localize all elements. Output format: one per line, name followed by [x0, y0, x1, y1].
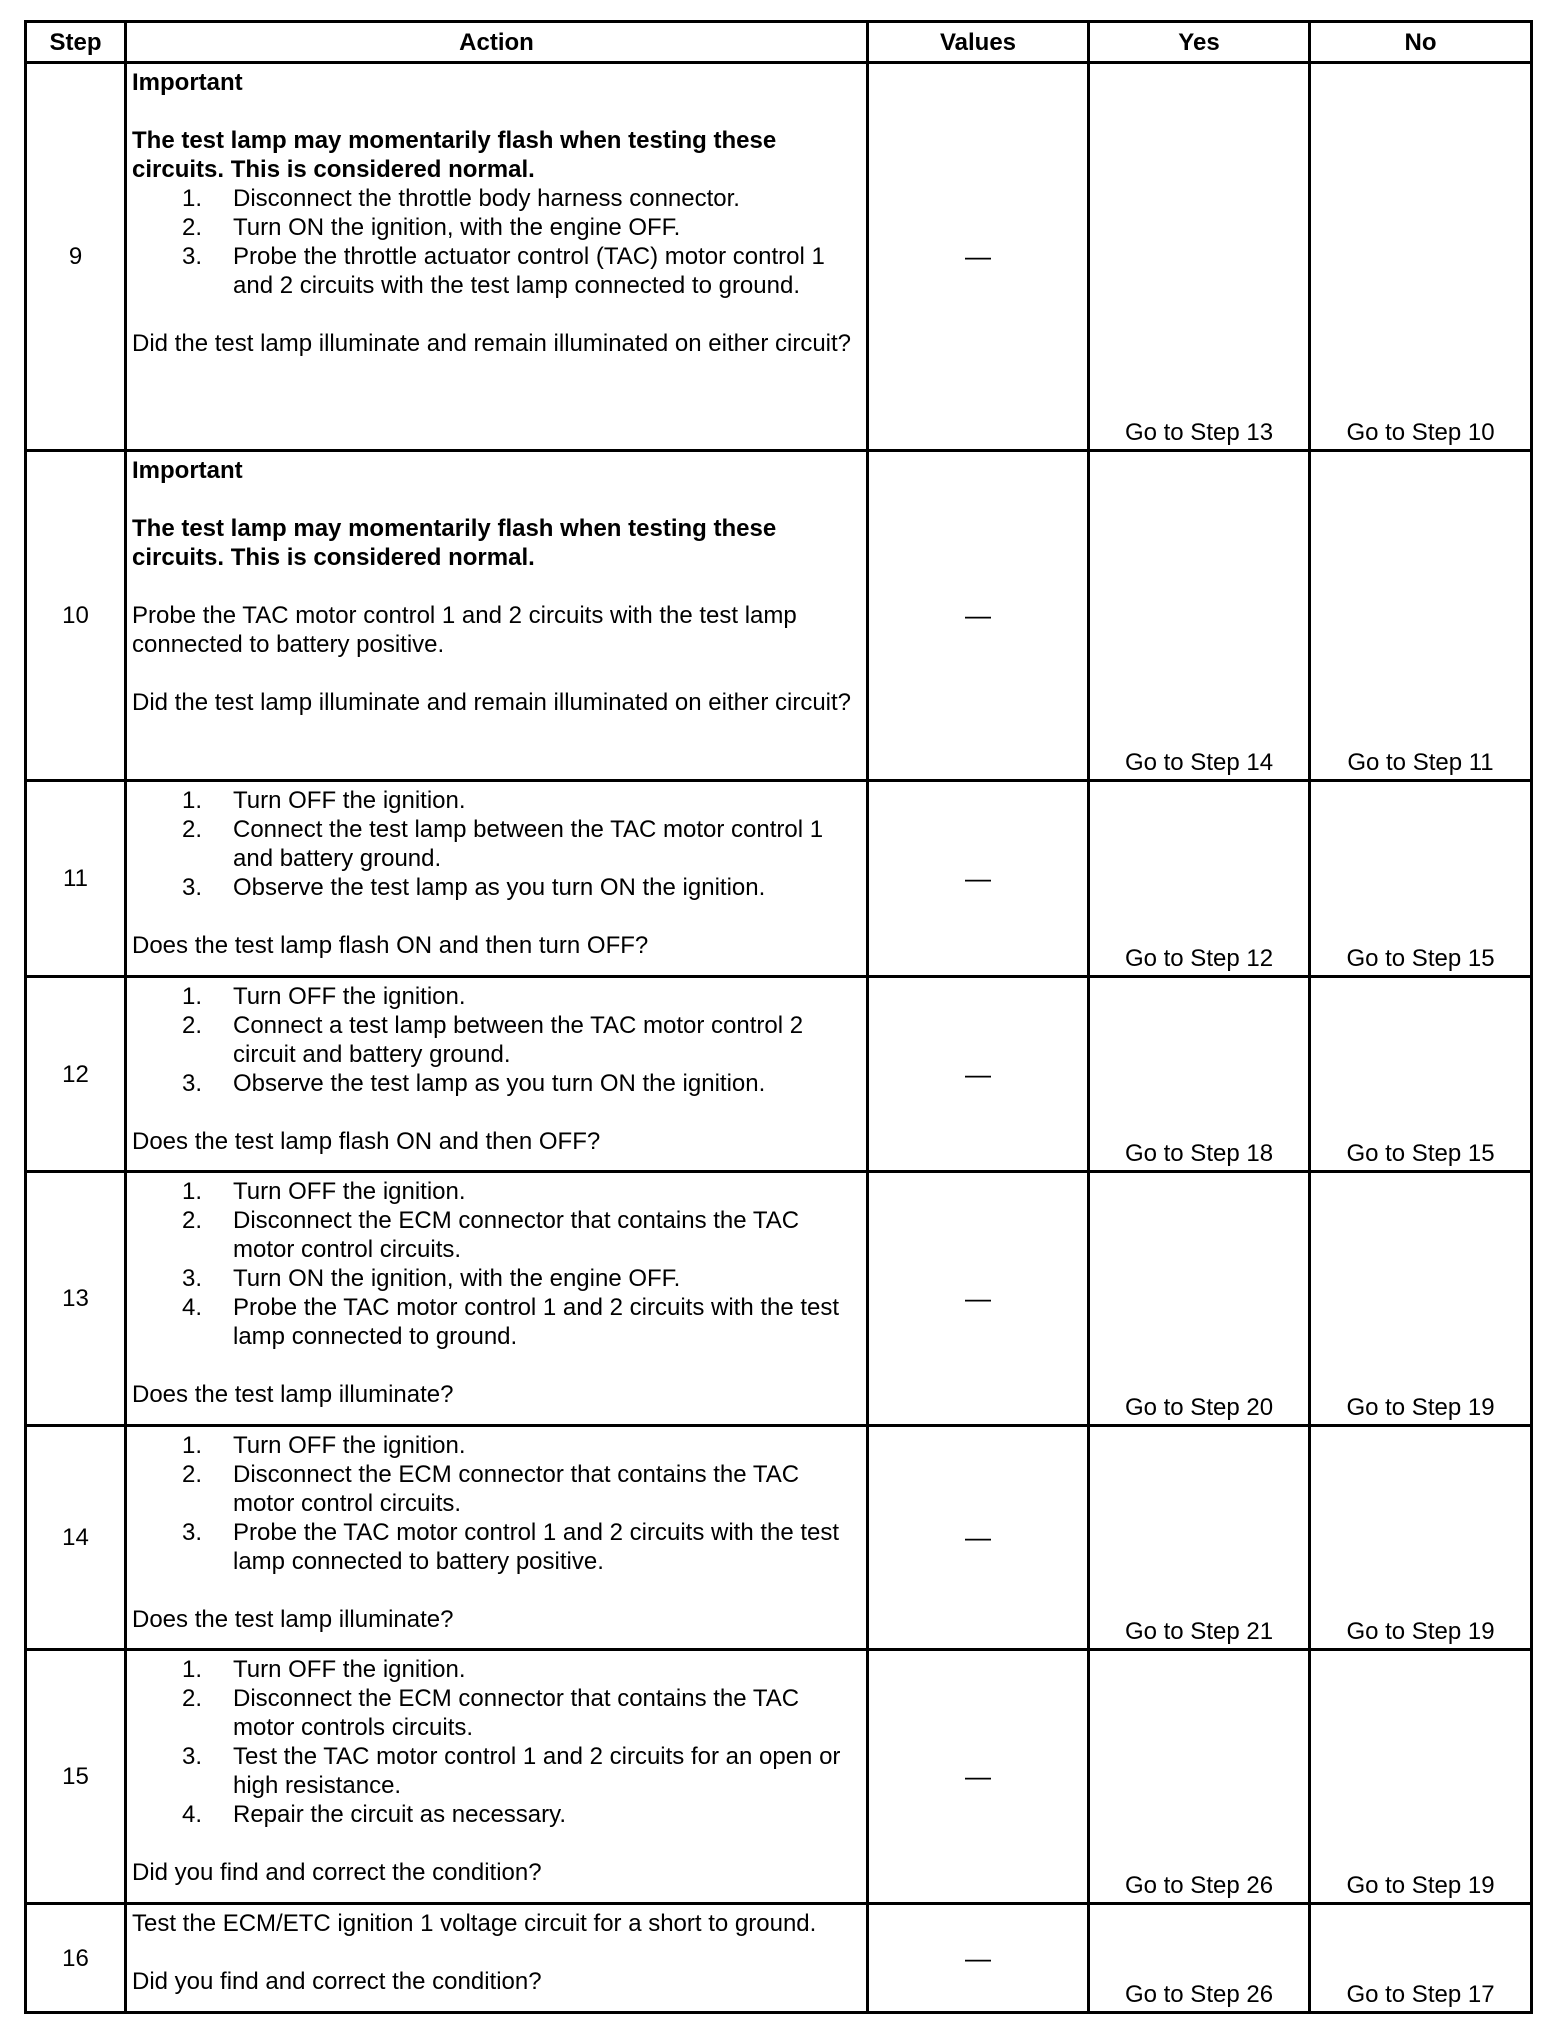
- values-cell: —: [868, 1904, 1089, 2013]
- question-text: Did you find and correct the condition?: [132, 1968, 542, 1995]
- action-cell: [126, 1650, 868, 1904]
- no-cell: Go to Step 11: [1310, 451, 1532, 781]
- yes-cell: Go to Step 14: [1089, 451, 1310, 781]
- values-cell: —: [868, 63, 1089, 451]
- list-item: 1. Turn OFF the ignition.: [182, 787, 466, 814]
- warning-text: The test lamp may momentarily flash when testing these circuits. This is considered normal.: [132, 127, 777, 183]
- yes-cell: Go to Step 13: [1089, 63, 1310, 451]
- values-cell: —: [868, 1650, 1089, 1904]
- action-list: [132, 1177, 860, 1351]
- list-item: 2. Turn ON the ignition, with the engine OFF.: [182, 214, 681, 241]
- values-cell: —: [868, 781, 1089, 977]
- question-text: Does the test lamp illuminate?: [132, 1381, 454, 1408]
- action-text: Test the ECM/ETC ignition 1 voltage circuit for a short to ground.: [132, 1910, 817, 1937]
- list-item: 3. Probe the throttle actuator control (TAC) motor control 1 and 2 circuits with the test lamp connected to ground.: [182, 243, 825, 299]
- header-action: Action: [126, 22, 868, 63]
- question-text: Does the test lamp illuminate?: [132, 1606, 454, 1633]
- yes-cell: Go to Step 26: [1089, 1904, 1310, 2013]
- step-number: 13: [26, 1172, 126, 1426]
- question-text: Did you find and correct the condition?: [132, 1859, 542, 1886]
- table-row: [26, 451, 1532, 781]
- values-cell: —: [868, 1426, 1089, 1650]
- question-text: Does the test lamp flash ON and then turn OFF?: [132, 932, 649, 959]
- header-no: No: [1310, 22, 1532, 63]
- step-number: 16: [26, 1904, 126, 2013]
- list-item: 3. Test the TAC motor control 1 and 2 circuits for an open or high resistance.: [182, 1743, 841, 1799]
- action-list: [132, 982, 860, 1098]
- table-row: [26, 1904, 1532, 2013]
- diagnostic-table: [24, 20, 1533, 2014]
- list-item: 2. Connect the test lamp between the TAC motor control 1 and battery ground.: [182, 816, 824, 872]
- yes-cell: Go to Step 12: [1089, 781, 1310, 977]
- table-row: [26, 63, 1532, 451]
- question-text: Did the test lamp illuminate and remain illuminated on either circuit?: [132, 689, 852, 716]
- list-item: 2. Disconnect the ECM connector that contains the TAC motor controls circuits.: [182, 1685, 800, 1741]
- list-item: 4. Repair the circuit as necessary.: [182, 1801, 567, 1828]
- step-number: 14: [26, 1426, 126, 1650]
- list-item: 1. Turn OFF the ignition.: [182, 1178, 466, 1205]
- table-row: [26, 977, 1532, 1172]
- action-list: [132, 786, 860, 902]
- step-number: 15: [26, 1650, 126, 1904]
- no-cell: Go to Step 19: [1310, 1172, 1532, 1426]
- no-cell: Go to Step 17: [1310, 1904, 1532, 2013]
- important-label: Important: [132, 457, 243, 484]
- yes-cell: Go to Step 20: [1089, 1172, 1310, 1426]
- no-cell: Go to Step 19: [1310, 1426, 1532, 1650]
- values-cell: —: [868, 977, 1089, 1172]
- list-item: 1. Turn OFF the ignition.: [182, 1432, 466, 1459]
- list-item: 1. Turn OFF the ignition.: [182, 983, 466, 1010]
- list-item: 2. Disconnect the ECM connector that contains the TAC motor control circuits.: [182, 1207, 800, 1263]
- action-cell: [126, 63, 868, 451]
- action-list: [132, 1431, 860, 1576]
- yes-cell: Go to Step 21: [1089, 1426, 1310, 1650]
- no-cell: Go to Step 15: [1310, 977, 1532, 1172]
- no-cell: Go to Step 19: [1310, 1650, 1532, 1904]
- step-number: 12: [26, 977, 126, 1172]
- question-text: Did the test lamp illuminate and remain illuminated on either circuit?: [132, 330, 852, 357]
- action-cell: [126, 1904, 868, 2013]
- list-item: 4. Probe the TAC motor control 1 and 2 circuits with the test lamp connected to ground.: [182, 1294, 840, 1350]
- step-number: 10: [26, 451, 126, 781]
- no-cell: Go to Step 15: [1310, 781, 1532, 977]
- question-text: Does the test lamp flash ON and then OFF?: [132, 1128, 601, 1155]
- table-row: [26, 1650, 1532, 1904]
- step-number: 11: [26, 781, 126, 977]
- action-cell: [126, 977, 868, 1172]
- action-list: [132, 1655, 860, 1829]
- table-row: [26, 1426, 1532, 1650]
- list-item: 3. Observe the test lamp as you turn ON the ignition.: [182, 874, 766, 901]
- action-cell: [126, 1426, 868, 1650]
- values-cell: —: [868, 1172, 1089, 1426]
- warning-text: The test lamp may momentarily flash when testing these circuits. This is considered normal.: [132, 515, 777, 571]
- table-row: [26, 1172, 1532, 1426]
- header-row: [26, 22, 1532, 63]
- list-item: 3. Turn ON the ignition, with the engine OFF.: [182, 1265, 681, 1292]
- list-item: 1. Turn OFF the ignition.: [182, 1656, 466, 1683]
- header-yes: Yes: [1089, 22, 1310, 63]
- action-text: Probe the TAC motor control 1 and 2 circuits with the test lamp connected to battery positive.: [132, 602, 797, 658]
- important-label: Important: [132, 69, 243, 96]
- values-cell: —: [868, 451, 1089, 781]
- action-cell: [126, 451, 868, 781]
- list-item: 2. Connect a test lamp between the TAC motor control 2 circuit and battery ground.: [182, 1012, 804, 1068]
- action-cell: [126, 1172, 868, 1426]
- yes-cell: Go to Step 26: [1089, 1650, 1310, 1904]
- no-cell: Go to Step 10: [1310, 63, 1532, 451]
- action-cell: [126, 781, 868, 977]
- action-list: [132, 184, 860, 300]
- list-item: 1. Disconnect the throttle body harness connector.: [182, 185, 740, 212]
- table-row: [26, 781, 1532, 977]
- list-item: 3. Observe the test lamp as you turn ON the ignition.: [182, 1070, 766, 1097]
- header-step: Step: [26, 22, 126, 63]
- yes-cell: Go to Step 18: [1089, 977, 1310, 1172]
- list-item: 2. Disconnect the ECM connector that contains the TAC motor control circuits.: [182, 1461, 800, 1517]
- list-item: 3. Probe the TAC motor control 1 and 2 circuits with the test lamp connected to battery positive.: [182, 1519, 840, 1575]
- step-number: 9: [26, 63, 126, 451]
- header-values: Values: [868, 22, 1089, 63]
